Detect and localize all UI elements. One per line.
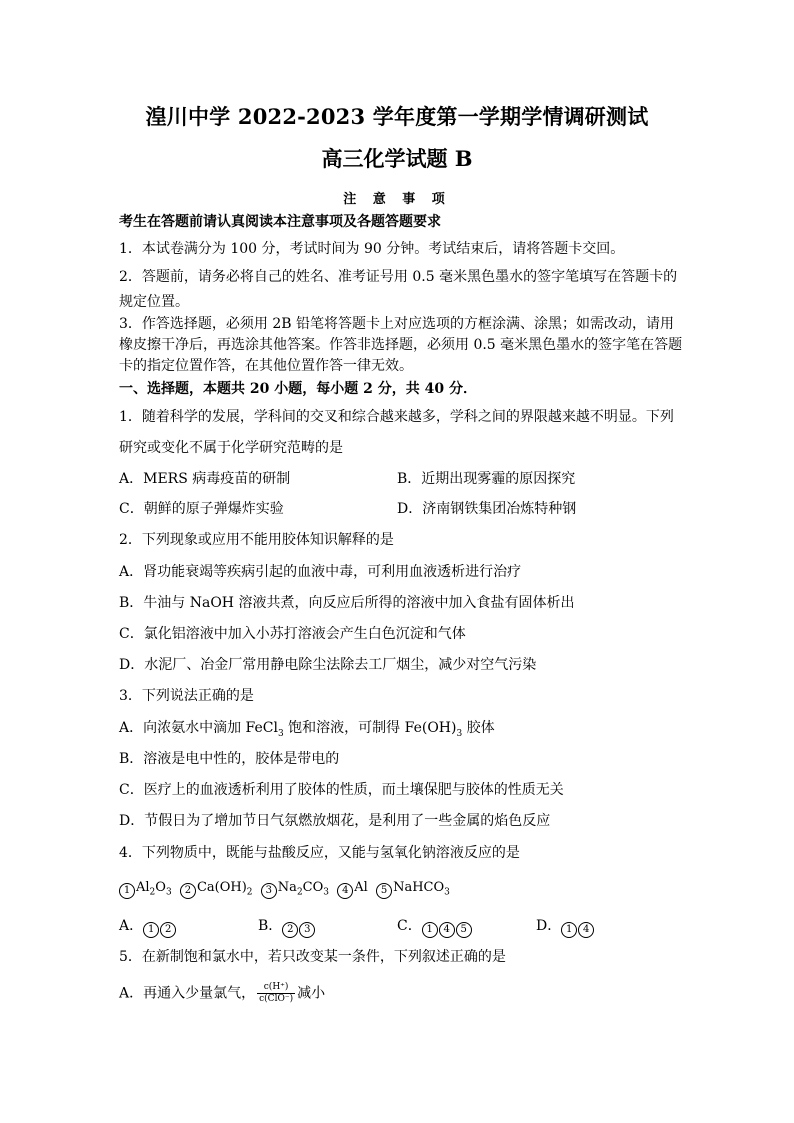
exam-subtitle: 高三化学试题 B: [321, 146, 473, 171]
instruction-item-2a: 2．答题前，请务必将自己的姓名、准考证号用 0.5 毫米黑色墨水的签字笔填写在答题卡的: [119, 269, 678, 285]
q2-stem: 2．下列现象或应用不能用胶体知识解释的是: [119, 532, 394, 548]
circled-number: 5: [376, 883, 392, 899]
q3-option-a: A．向浓氨水中滴加 FeCl$_3$ 饱和溶液，可制得 $Fe(OH)_3$ 胶体: [119, 720, 495, 739]
q3-option-c: C．医疗上的血液透析利用了胶体的性质，而土壤保肥与胶体的性质无关: [119, 782, 564, 798]
instructions-lead: 考生在答题前请认真阅读本注意事项及各题答题要求: [119, 214, 441, 230]
exam-title: 湟川中学 2022-2023 学年度第一学期学情调研测试: [145, 104, 649, 129]
q4-option-c: C． 1 4 5: [397, 917, 473, 938]
q1-stem-b: 研究或变化不属于化学研究范畴的是: [119, 440, 343, 456]
instruction-item-3b: 橡皮擦干净后，再选涂其他答案。作答非选择题，必须用 0.5 毫米黑色墨水的签字笔在答题: [119, 337, 683, 353]
instruction-item-2b: 规定位置。: [119, 294, 189, 310]
q1-option-a: A．MERS 病毒疫苗的研制: [119, 471, 291, 487]
q3-stem: 3．下列说法正确的是: [119, 688, 254, 704]
circled-number: 3: [261, 883, 277, 899]
instruction-item-1: 1．本试卷满分为 100 分，考试时间为 90 分钟。考试结束后，请将答题卡交回。: [119, 241, 625, 257]
q1-option-c: C．朝鲜的原子弹爆炸实验: [119, 501, 284, 517]
notice-heading: 注 意 事 项: [343, 192, 451, 207]
q5-stem: 5．在新制饱和氯水中，若只改变某一条件，下列叙述正确的是: [119, 949, 506, 965]
q1-stem-a: 1．随着科学的发展，学科间的交叉和综合越来越多，学科之间的界限越来越不明显。下列: [119, 409, 674, 425]
q2-option-d: D．水泥厂、冶金厂常用静电除尘法除去工厂烟尘，减少对空气污染: [119, 657, 537, 673]
ratio-fraction: $\frac{c(H^+)}{\text{c(ClO⁻)}}$: [259, 982, 294, 1004]
q4-stem: 4．下列物质中，既能与盐酸反应，又能与氢氧化钠溶液反应的是: [119, 845, 520, 861]
q3-option-d: D．节假日为了增加节日气氛燃放烟花，是利用了一些金属的焰色反应: [119, 813, 551, 829]
q4-option-a: A． 1 2: [119, 917, 177, 938]
q4-substance-list: 1 $Al_2O_3$ 2 $Ca(OH)_2$ 3 $Na_2CO_3$ 4 Al 5 NaHCO$_3$: [119, 879, 450, 902]
circled-number: 4: [337, 883, 353, 899]
instruction-item-3a: 3．作答选择题，必须用 2B 铅笔将答题卡上对应选项的方框涂满、涂黑；如需改动，请用: [119, 316, 675, 332]
section-heading: 一、选择题，本题共 20 小题，每小题 2 分，共 40 分．: [119, 381, 477, 397]
q3-option-b: B．溶液是电中性的，胶体是带电的: [119, 751, 340, 767]
q1-option-d: D．济南钢铁集团冶炼特种钢: [397, 501, 577, 517]
circled-number: 1: [119, 883, 135, 899]
q2-option-a: A．肾功能衰竭等疾病引起的血液中毒，可利用血液透析进行治疗: [119, 564, 522, 580]
q2-option-c: C．氯化铝溶液中加入小苏打溶液会产生白色沉淀和气体: [119, 626, 466, 642]
q4-option-d: D． 1 4: [536, 917, 595, 938]
q2-option-b: B．牛油与 NaOH 溶液共煮，向反应后所得的溶液中加入食盐有固体析出: [119, 595, 575, 611]
circled-number: 2: [180, 883, 196, 899]
q4-option-b: B． 2 3: [258, 917, 316, 938]
q1-option-b: B．近期出现雾霾的原因探究: [397, 471, 576, 487]
instruction-item-3c: 卡的指定位置作答，在其他位置作答一律无效。: [119, 358, 413, 374]
q5-option-a: A．再通入少量氯气， $\frac{c(H^+)}{\text{c(ClO⁻)}}$ 减小: [119, 982, 326, 1004]
